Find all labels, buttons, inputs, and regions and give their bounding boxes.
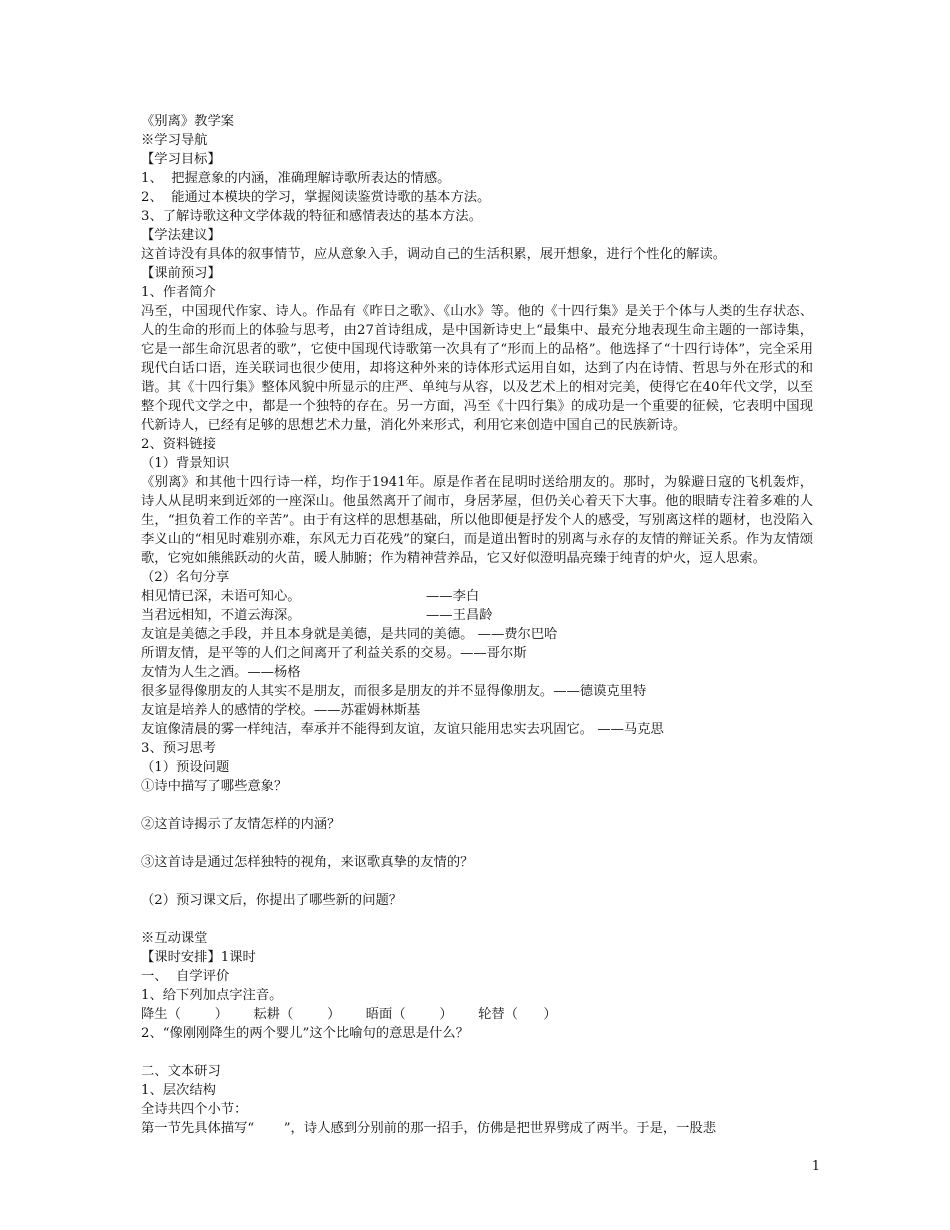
page-number: 1	[811, 1159, 820, 1174]
structure-intro: 全诗共四个小节：	[141, 1102, 248, 1117]
subheading-quotes: （2）名句分享	[141, 570, 230, 585]
schedule-line: 【课时安排】1课时	[141, 950, 256, 965]
exercise-item: 1、给下列加点字注音。	[141, 988, 283, 1003]
question-item: ②这首诗揭示了友情怎样的内涵？	[141, 817, 341, 832]
background-text: 《别离》和其他十四行诗一样，均作于1941年。原是作者在昆明时送给朋友的。那时，为躲避日寇的飞机轰炸，诗人从昆明来到近郊的一座深山。他虽然离开了闹市，身居茅屋，但仍关心着天下大事。他的眼睛专注着多难的人生，“担负着工作的辛苦”。由于有这样的思想基础，所以他即便是抒发个人的感受，写别离这样的题材，也没陷入李义山的“相见时难别亦难，东风无力百花残”的窠臼，而是道出暂时的别离与永存的友情的辩证关系。作为友情颂歌，它宛如熊熊跃动的火苗，暖人肺腑；作为精神营养品，它又好似澄明晶亮臻于纯青的炉火，逗人思索。	[141, 475, 813, 566]
document-body	[141, 112, 813, 1138]
subheading-preview-thinking: 3、预习思考	[141, 741, 216, 756]
quote-line: 很多显得像朋友的人其实不是朋友，而很多是朋友的并不显得像朋友。——德谟克里特	[141, 684, 647, 699]
answer-space	[141, 910, 813, 929]
structure-paragraph: 第一节先具体描写“ ”，诗人感到分别前的那一招手，仿佛是把世界劈成了两半。于是，一股悲	[141, 1121, 717, 1136]
subheading-preset-questions: （1）预设问题	[141, 760, 230, 775]
pinyin-exercise-line: 降生（ ） 耘耕（ ） 晤面（ ） 轮替（ ）	[141, 1007, 557, 1022]
method-text: 这首诗没有具体的叙事情节，应从意象入手，调动自己的生活积累，展开想象，进行个性化的解读。	[141, 247, 727, 262]
subheading-background: （1）背景知识	[141, 456, 230, 471]
question-item: ③这首诗是通过怎样独特的视角，来讴歌真挚的友情的？	[141, 855, 474, 870]
doc-title: 《别离》教学案	[141, 114, 235, 129]
question-item: ①诗中描写了哪些意象？	[141, 779, 288, 794]
heading-method: 【学法建议】	[141, 228, 221, 243]
exercise-item: 2、“像刚刚降生的两个婴儿”这个比喻句的意思是什么？	[141, 1026, 469, 1041]
author-bio: 冯至，中国现代作家、诗人。作品有《昨日之歌》、《山水》等。他的《十四行集》是关于个体与人类的生存状态、人的生命的形而上的体验与思考，由27首诗组成，是中国新诗史上“最集中、最充分地表现生命主题的一部诗集，它是一部生命沉思者的歌”，它使中国现代诗歌第一次具有了“形而上的品格”。他选择了“十四行诗体”，完全采用现代白话口语，连关联词也很少使用，却将这种外来的诗体形式运用自如，达到了内在诗情、哲思与外在形式的和谐。其《十四行集》整体风貌中所显示的庄严、单纯与从容，以及艺术上的相对完美，使得它在40年代文学，以至整个现代文学之中，都是一个独特的存在。另一方面，冯至《十四行集》的成功是一个重要的征候，它表明中国现代新诗人，已经有足够的思想艺术力量，消化外来形式，利用它来创造中国自己的民族新诗。	[141, 304, 813, 433]
goal-item: 2、 能通过本模块的学习，掌握阅读鉴赏诗歌的基本方法。	[141, 190, 491, 205]
answer-space	[141, 872, 813, 891]
subheading-materials: 2、资料链接	[141, 437, 216, 452]
answer-space	[141, 796, 813, 815]
quote-source: ——李白	[426, 589, 480, 604]
question-item: （2）预习课文后，你提出了哪些新的问题？	[141, 893, 403, 908]
quote-text: 当君远相知，不道云海深。	[141, 608, 301, 623]
quote-line: 友谊是美德之手段，并且本身就是美德，是共同的美德。 ——费尔巴哈	[141, 627, 558, 642]
quote-line: 友谊像清晨的雾一样纯洁，奉承并不能得到友谊，友谊只能用忠实去巩固它。 ——马克思	[141, 722, 664, 737]
goal-item: 1、 把握意象的内涵，准确理解诗歌所表达的情感。	[141, 171, 451, 186]
subheading-structure: 1、层次结构	[141, 1083, 216, 1098]
subheading-author: 1、作者简介	[141, 285, 216, 300]
part-heading: 一、 自学评价	[141, 969, 230, 984]
quote-line	[141, 587, 813, 606]
goal-item: 3、了解诗歌这种文学体裁的特征和感情表达的基本方法。	[141, 209, 482, 224]
quote-line	[141, 606, 813, 625]
quote-text: 相见情已深，未语可知心。	[141, 589, 301, 604]
answer-space	[141, 834, 813, 853]
part-heading: 二、文本研习	[141, 1064, 221, 1079]
quote-line: 所谓友情，是平等的人们之间离开了利益关系的交易。——哥尔斯	[141, 646, 527, 661]
quote-line: 友情为人生之酒。——杨格	[141, 665, 301, 680]
section-interactive-class: ※互动课堂	[141, 931, 208, 946]
answer-space	[141, 1043, 813, 1062]
heading-preview: 【课前预习】	[141, 266, 221, 281]
quote-line: 友谊是培养人的感情的学校。——苏霍姆林斯基	[141, 703, 421, 718]
heading-goals: 【学习目标】	[141, 152, 221, 167]
section-learning-nav: ※学习导航	[141, 133, 208, 148]
quote-source: ——王昌龄	[426, 608, 493, 623]
